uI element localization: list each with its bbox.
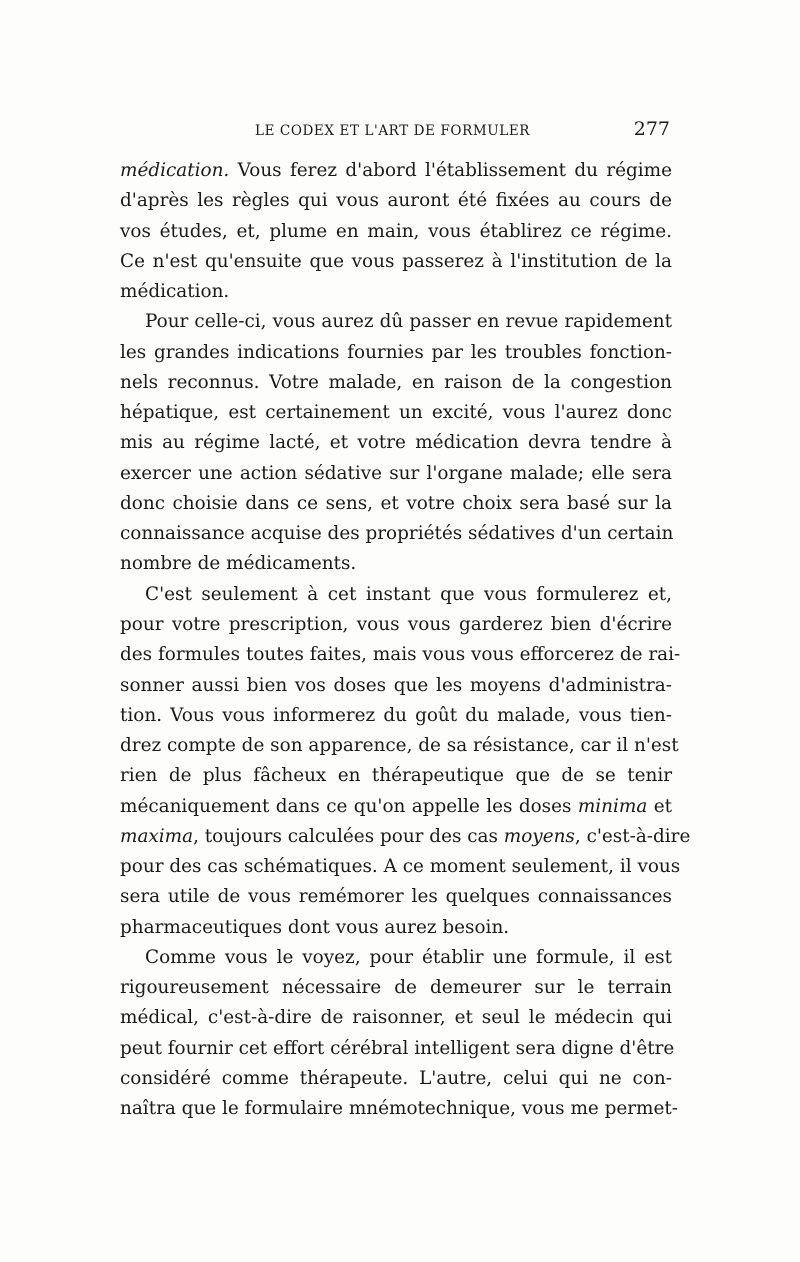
text-line: mis au régime lacté, et votre médication devra tendre à [120,432,672,454]
running-title: LE CODEX ET L'ART DE FORMULER [255,123,531,139]
text-line: vos études, et, plume en main, vous établirez ce régime. [120,220,672,242]
text-span: , toujours calculées pour des cas [193,825,504,847]
text-line [120,792,672,822]
text-line: des formules toutes faites, mais vous vous efforcerez de rai- [120,644,681,666]
text-line: pharmaceutiques dont vous aurez besoin. [120,916,510,938]
text-line: considéré comme thérapeute. L'autre, celui qui ne con- [120,1067,672,1089]
text-line: pour des cas schématiques. A ce moment seulement, il vous [120,856,681,878]
text-line [120,156,672,186]
italic-word: moyens [503,825,575,847]
text-span: mécaniquement dans ce qu'on appelle les doses [120,795,578,817]
text-line: sonner aussi bien vos doses que les moyens d'administra- [120,674,672,696]
text-line: naîtra que le formulaire mnémotechnique, vous me permet- [120,1098,678,1120]
text-line: médical, c'est-à-dire de raisonner, et seul le médecin qui [120,1007,672,1029]
text-line: d'après les règles qui vous auront été fixées au cours de [120,190,672,212]
text-line: rigoureusement nécessaire de demeurer sur le terrain [120,977,672,999]
text-line: Pour celle-ci, vous aurez dû passer en revue rapidement [145,311,672,333]
text-line: sera utile de vous remémorer les quelques connaissances [120,886,672,908]
text-line: médication. [120,281,230,303]
text-line: exercer une action sédative sur l'organe malade; elle sera [120,462,672,484]
text-line [120,822,691,852]
text-line: rien de plus fâcheux en thérapeutique que de se tenir [120,765,672,787]
body-text [120,156,691,1125]
text-line: tion. Vous vous informerez du goût du malade, vous tien- [120,704,672,726]
text-span: et [647,795,672,817]
text-line: donc choisie dans ce sens, et votre choix sera basé sur la [120,492,672,514]
italic-word: maxima [120,825,194,847]
text-line: connaissance acquise des propriétés sédatives d'un certain [120,523,674,545]
text-line: nombre de médicaments. [120,553,357,575]
text-span: , c'est-à-dire [574,825,691,847]
page-header [120,120,672,144]
text-span: Vous ferez d'abord l'établissement du régime [229,160,672,181]
text-line: Comme vous le voyez, pour établir une formule, il est [145,946,672,968]
text-line: peut fournir cet effort cérébral intelligent sera digne d'être [120,1037,675,1059]
text-line: hépatique, est certainement un excité, vous l'aurez donc [120,402,672,424]
italic-word: minima [577,795,648,817]
page-number: 277 [633,118,670,140]
italic-word: médication. [120,160,230,181]
text-line: nels reconnus. Votre malade, en raison de la congestion [120,371,672,393]
text-line: drez compte de son apparence, de sa résistance, car il n'est [120,735,679,757]
text-line: pour votre prescription, vous vous garderez bien d'écrire [120,613,672,635]
text-line: Ce n'est qu'ensuite que vous passerez à l'institution de la [120,250,672,272]
text-line: C'est seulement à cet instant que vous formulerez et, [145,583,672,605]
text-line: les grandes indications fournies par les troubles fonction- [120,341,672,363]
